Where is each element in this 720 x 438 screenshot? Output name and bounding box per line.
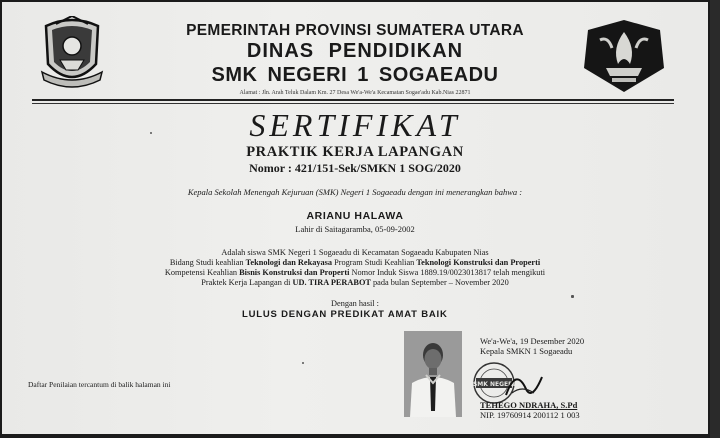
- header-department-line: DINAS PENDIDIKAN: [246, 40, 464, 62]
- body-line-4-part-a: Praktek Kerja Lapangan di: [201, 278, 293, 287]
- header-divider-thick: [32, 99, 674, 101]
- body-line-2-part-a: Bidang Studi keahlian: [169, 258, 246, 267]
- header-government-line: PEMERINTAH PROVINSI SUMATERA UTARA: [186, 22, 524, 39]
- body-line-2-field: Teknologi dan Rekayasa: [245, 258, 333, 267]
- certificate-subtitle: PRAKTIK KERJA LAPANGAN: [246, 144, 464, 160]
- body-line-2-part-c: Program Studi Keahlian: [332, 258, 417, 267]
- recipient-name: ARIANU HALAWA: [306, 210, 404, 222]
- signature-place-date: We'a-We'a, 19 Desember 2020: [480, 336, 585, 346]
- header-address: Alamat : Jln. Arah Teluk Dalam Km. 27 Desa We'a-We'a Kecamatan Sogae'adu Kab.Nias 22871: [239, 90, 471, 96]
- certificate-page: [2, 2, 708, 434]
- paper-speck: [150, 132, 152, 134]
- body-line-3-part-a: Kompetensi Keahlian: [164, 268, 240, 277]
- body-line-3: [2, 268, 708, 277]
- result-intro: Dengan hasil :: [331, 299, 379, 308]
- certificate-intro: Kepala Sekolah Menengah Kejuruan (SMK) Negeri 1 Sogaeadu dengan ini menerangkan bahwa :: [187, 187, 523, 197]
- result-predicate: LULUS DENGAN PREDIKAT AMAT BAIK: [242, 309, 448, 320]
- body-line-1: Adalah siswa SMK Negeri 1 Sogaeadu di Kecamatan Sogaeadu Kabupaten Nias: [221, 248, 489, 257]
- certificate-number: Nomor : 421/151-Sek/SMKN 1 SOG/2020: [249, 161, 461, 175]
- body-line-3-competency: Bisnis Konstruksi dan Properti: [239, 268, 350, 277]
- header-divider-thin: [32, 103, 674, 104]
- body-line-4-part-c: pada bulan September – November 2020: [370, 278, 509, 287]
- header-school-name: SMK NEGERI 1 SOGAEADU: [211, 64, 499, 86]
- paper-speck: [571, 295, 574, 298]
- student-photo-figure: [404, 331, 462, 417]
- certificate-title: SERTIFIKAT: [249, 107, 461, 143]
- signature-title: Kepala SMKN 1 Sogaeadu: [480, 346, 573, 356]
- stamp-text: SMK NEGERI: [472, 381, 516, 388]
- body-line-3-part-c: Nomor Induk Siswa 1889.19/0023013817 telah mengikuti: [349, 268, 546, 277]
- body-line-2: [2, 258, 708, 267]
- body-line-4-company: UD. TIRA PERABOT: [292, 278, 371, 287]
- paper-speck: [302, 362, 304, 364]
- signer-name: TEHEGO NDRAHA, S.Pd: [480, 400, 578, 410]
- recipient-birth: Lahir di Saitagaramba, 05-09-2002: [295, 224, 415, 234]
- page-edge-shadow: [710, 0, 720, 438]
- signer-nip: NIP. 19760914 200112 1 003: [480, 410, 580, 420]
- body-line-4: [2, 278, 708, 287]
- student-photo: [404, 331, 462, 417]
- footnote: Daftar Penilaian tercantum di balik halaman ini: [28, 380, 171, 389]
- body-line-2-program: Teknologi Konstruksi dan Properti: [416, 258, 541, 267]
